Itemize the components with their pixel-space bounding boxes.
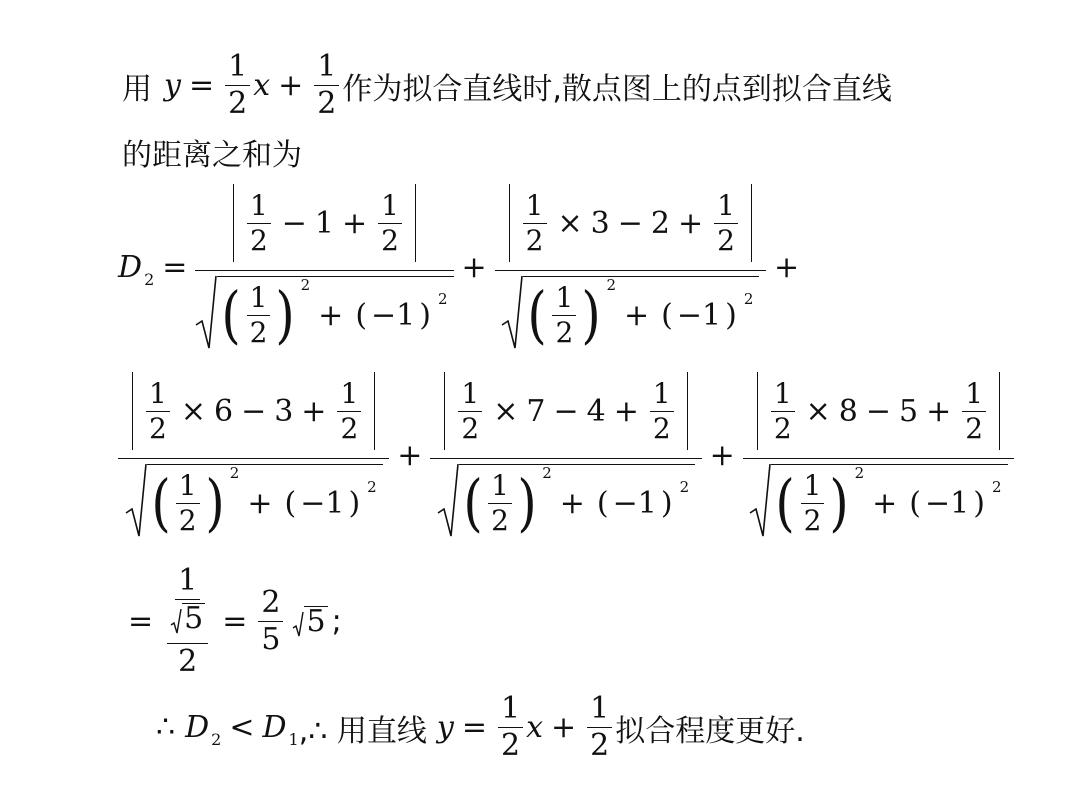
conclusion-line <box>156 691 805 763</box>
subscript-2: 2 <box>144 270 155 289</box>
distance-term-4 <box>430 372 701 539</box>
equals-sign: = <box>222 604 248 639</box>
fraction-two-fifths: $\frac{2}{5}$ <box>258 588 283 655</box>
absolute-value: $\frac{1}{2}$ × 6 − 3 + $\frac{1}{2}$ <box>132 372 375 450</box>
radical-sign <box>437 463 459 539</box>
equation-row-2 <box>118 372 1014 539</box>
radical-sign <box>501 275 523 351</box>
sqrt: 5 <box>170 603 205 634</box>
result-line <box>128 563 342 679</box>
fraction-half: $\frac{1}{2}$ <box>498 694 523 761</box>
equals-sign: = <box>162 250 188 285</box>
fraction-half: $\frac{1}{2}$ <box>314 52 339 119</box>
sqrt: ( $\frac{1}{2}$ ) 2 + ( −1 ) 2 <box>125 463 383 539</box>
var-y: y <box>436 710 454 745</box>
distance-term-5 <box>743 372 1014 539</box>
plus-sign: + <box>278 68 304 103</box>
conclusion-text-1: ,∴ 用直线 <box>298 713 427 749</box>
equals-sign: = <box>128 604 154 639</box>
sqrt: ( $\frac{1}{2}$ ) 2 + ( −1 ) 2 <box>749 463 1007 539</box>
radical-sign <box>292 611 304 637</box>
var-x: x <box>253 68 271 103</box>
var-D: D <box>262 710 287 745</box>
fraction-one-over-sqrt5-half: $\frac{1}{\frac{5}{2}}$ <box>164 566 211 677</box>
absolute-value: $\frac{1}{2}$ × 7 − 4 + $\frac{1}{2}$ <box>444 372 687 450</box>
radical-sign <box>195 275 217 351</box>
intro-line-2 <box>122 130 302 174</box>
plus-sign: + <box>773 250 800 285</box>
distance-term-2 <box>495 184 766 351</box>
var-x: x <box>526 710 544 745</box>
radical-sign <box>749 463 771 539</box>
absolute-value: $\frac{1}{2}$ − 1 + $\frac{1}{2}$ <box>233 184 416 262</box>
radical-sign <box>170 608 182 634</box>
sqrt: ( $\frac{1}{2}$ ) 2 + ( −1 ) 2 <box>437 463 695 539</box>
sqrt: ( $\frac{1}{2}$ ) 2 + ( −1 ) 2 <box>195 275 453 351</box>
therefore-sign: ∴ <box>156 710 176 745</box>
absolute-value: $\frac{1}{2}$ × 3 − 2 + $\frac{1}{2}$ <box>509 184 752 262</box>
distance-term-3 <box>118 372 389 539</box>
subscript-1: 1 <box>288 730 299 749</box>
intro-line-1-text: 作为拟合直线时,散点图上的点到拟合直线 <box>342 71 892 107</box>
plus-sign: + <box>461 250 487 285</box>
plus-sign: + <box>709 438 735 473</box>
radical-sign <box>125 463 147 539</box>
semicolon: ; <box>331 604 342 639</box>
sqrt: 5 <box>292 606 327 637</box>
sqrt: ( $\frac{1}{2}$ ) 2 + ( −1 ) 2 <box>501 275 759 351</box>
conclusion-text-2: 拟合程度更好. <box>615 713 805 749</box>
equals-sign: = <box>461 710 487 745</box>
fraction-half: $\frac{1}{2}$ <box>225 52 250 119</box>
distance-term-1 <box>195 184 453 351</box>
var-y: y <box>164 68 181 103</box>
subscript-2: 2 <box>211 730 222 749</box>
equals-sign: = <box>188 68 215 103</box>
var-D: D <box>185 710 210 745</box>
absolute-value: $\frac{1}{2}$ × 8 − 5 + $\frac{1}{2}$ <box>757 372 1000 450</box>
intro-line-1 <box>122 49 892 121</box>
intro-line-2-text: 的距离之和为 <box>122 138 302 173</box>
var-D: D <box>118 250 143 285</box>
fraction-half: $\frac{1}{2}$ <box>587 694 612 761</box>
plus-sign: + <box>551 710 577 745</box>
plus-sign: + <box>397 438 423 473</box>
intro-use-text: 用 <box>122 71 152 107</box>
less-than-sign: < <box>229 710 255 745</box>
equation-row-1 <box>118 184 807 351</box>
